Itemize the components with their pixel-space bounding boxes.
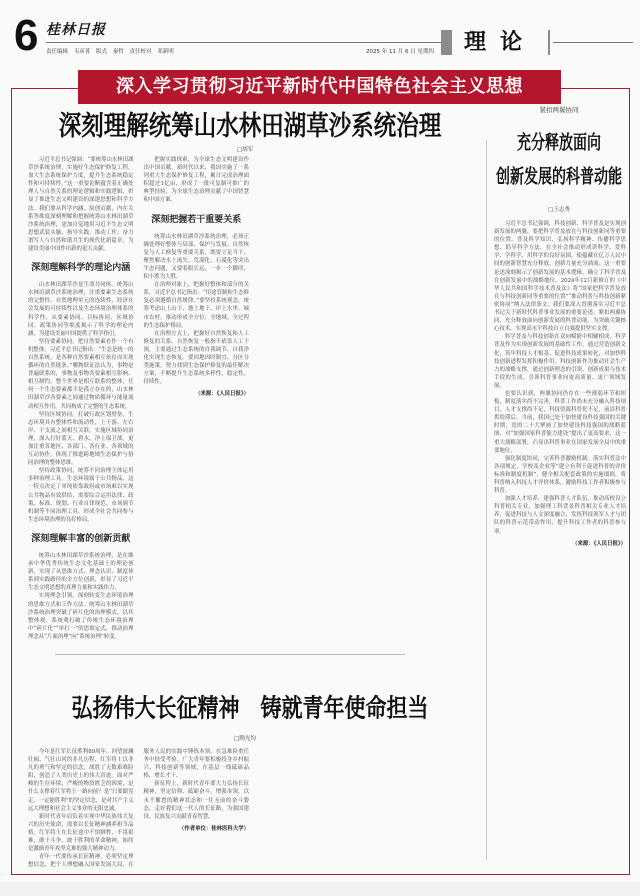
article2-byline: □陶光均: [234, 736, 256, 742]
article2-title: 弘扬伟大长征精神 铸就青年使命担当: [71, 692, 429, 723]
article-source: （来源：《人民日报》）: [195, 391, 249, 398]
section-bar: [548, 30, 550, 55]
header-rule-right: [553, 42, 633, 43]
staff-credits: 责任编辑 韦彦菁 版式 秦哲 责任校对 邓新明: [46, 49, 174, 55]
article2-body: [28, 748, 480, 870]
paragraph: 坚持要素协同，把自然要素看作一个有机整体。习近平总书记指出：“生态是统一的自然系统，是各种自然要素相互依存而实现循环的自然链条。”哪物联证法认为，事物是普遍联系的，事物及事物各要素相互影响、相互制约。整个世界是相互联系的整体，任何一个生态要素都不是孤立存在的，山水林田湖草沙各要素之间通过物质循环与能量流动相互作用，共同构成了完整的生态系统。: [28, 338, 134, 410]
theme-banner: 深入学习贯彻习近平新时代中国特色社会主义思想: [78, 70, 561, 104]
paragraph: 实现理念引领，深刻转变生态环境治理的思维方式和工作方法。统筹山水林田湖草沙系统治理突破了碎片化的治理模式，以其整体观、系统观打破了传统生态环境治理中“碎片化”“单打一”的思维定式，推动治理理念从“片面治理”向“系统治理”转变。: [28, 593, 134, 640]
section-marker: [441, 30, 452, 55]
article1-title: 深刻理解统筹山水林田湖草沙系统治理: [58, 110, 442, 142]
article3-title-line1: 充分释放面向: [517, 132, 601, 154]
paragraph: 统筹山水林田湖草沙系统治理，是在继承中华优秀传统生态文化基础上的理论创新，实现了从思维方式、理念认识、制度体系到实践路径的全方位创新，彰显了习近平生态文明思想的真理力量和实践伟力。: [28, 552, 134, 592]
column-divider: [486, 140, 487, 860]
header-rule: [46, 42, 441, 43]
article1-byline: □胡军: [236, 147, 254, 153]
paragraph: 习近平总书记强调：“要统筹山水林田湖草沙系统治理，实施好生态保护修复工程，加大生态系统保护力度，提升生态系统稳定性和可持续性。”这一重要论断蕴含着正确处理人与自然关系的理论逻辑和实践逻辑，彰显了推进生态文明建设的深邃思想和科学方法。我们要从科学内涵、原创贡献、内在关系等维度深刻理解和把握统筹山水林田湖草沙系统治理，更加自觉地用习近平生态文明思想武装头脑、指导实践、推动工作，奋力谱写人与自然和谐共生的现代化新篇章，为建设美丽中国作出新的更大贡献。: [28, 157, 134, 253]
paragraph: 加强人才培养，建强科普人才队伍。推动高校设立科普相关专业，加强理工科背景科普相关专业人才培养，促进科技与人文深度融合，发挥科技领军人才与团队的科普示范带动作用，提升科技工作者的科普参与率。: [494, 496, 626, 535]
article-source: （来源：《人民日报》）: [572, 540, 626, 547]
paragraph: 坚持政策协同，统筹不同治理主体运用多种治理工具。生态环境属于公共物品，这一特点决定了单纯依靠政府或市场难以实现公共物品有效供给，需要综合运用法律、政策、标准、规划、行业自律规范、市场调节机制等不同治理工具，形成全社会共同参与生态环境治理的良好格局。: [28, 468, 134, 523]
page-number: 6: [14, 11, 39, 60]
issue-date: 2025 年 11 月 6 日 星期四: [366, 49, 434, 55]
paragraph: 强化制度协同，完善科普激励机制。落实科普法中各项规定，学校及企业等“建立有利于促进科普的评价标准和制度机制”，健全相关配套政策的实施细则，将科普纳入科技人才评价体系，激励科技工作者积极参与科普。: [494, 455, 626, 495]
paragraph: 把握实践探索，为全球生态文明建设作出中国贡献。新时代以来，我国实施了一系列重大生态保护修复工程，累计完成治理面积超过1亿亩，形成了一批可复制可推广的典型经验，为全球生态治理贡献了中国智慧和中国方案。: [143, 157, 249, 204]
section-heading: 深刻理解科学的理论内涵: [31, 263, 131, 274]
paragraph: 坚持区域协同，打破行政区划壁垒。生态环境具有整体性和流动性，上下游、左右岸、干支流之间相互关联。实施区域协同治理，深入打好蓝天、碧水、净土保卫战，更加注重各地区、各部门、各行业、各领域的互动协作，体现了推进跨地域生态保护与协同治理的整体思维。: [28, 411, 134, 467]
paragraph: 山水林田湖草沙是生命共同体。统筹山水林田湖草沙系统治理，注重要素生态系统的完整性、自然地理单元的连续性、经济社会发展的可持续性以及生态环境治理体系的科学性，从要素协同、目标协同、区域协同、政策协同等维度揭示了科学的理论内涵，为建设美丽中国提供了科学指引。: [28, 282, 134, 337]
paragraph: 也要认识到，两翼协同仍存在一些薄弱环节和短板，制度落实尚不完善，科普工作尚未充分融入科技项目，人才支撑尚不足，科技资源科普化不足，前沿科普供给滞后。当前，我国已处于加快建设科技强国的关键时期，党的二十大擘画了加快建设科技强国的战略蓝图，对“加强国家科普能力建设”提出了更高要求，这一重大战略部署，凸显出科普事业在国家发展全局中的重要地位。: [494, 390, 626, 454]
paragraph: 统筹山水林田湖草沙系统治理，必须正确处理好整体与局部、保护与发展、自然恢复与人工修复等重要关系，既要立足当下，聚焦解决水土流失、荒漠化、石漠化等突出生态问题，又要着眼长远，一步一个脚印，积小胜为大胜。: [143, 233, 249, 281]
author-affiliation: （作者单位：桂林医科大学）: [178, 825, 249, 832]
article3-kicker: 紧扣两翼协同: [539, 106, 579, 114]
paragraph: 习近平总书记强调，科技创新、科学普及是实现创新发展的两翼，要把科学普及放在与科技创新同等重要的位置。普及科学知识、弘扬科学精神、传播科学思想、倡导科学方法，在全社会推动形成讲科学、爱科学、学科学、用科学的良好氛围，使蕴藏在亿万人民中间的创新智慧充分释放、创新力量充分涌流。这一重要论述深刻揭示了创新发展的基本逻辑，确立了科学普及在创新发展中的战略地位。2024年12月新修订的《中华人民共和国科学技术普及法》将“国家把科学普及放在与科技创新同等重要的位置”“推动科普与科技创新紧密协同”纳入法律条文。我们要深入贯彻落实习近平总书记关于新时代科普事业发展的重要论述，紧扣两翼协同，充分释放面向创新发展的科普动能，为突破关键核心技术、实现高水平科技自立自强提供坚实支撑。: [494, 221, 626, 333]
article3-body: [494, 220, 626, 870]
article-separator: [55, 654, 405, 655]
paragraph: 在治理对象上，把握好整体和部分的关系。习近平总书记指出：“用途管制和生态修复必须遵循自然规律。”要坚持系统观念，统筹考虑山上山下、地上地下、岸上水里、城市农村，推动形成全方位、全地域、全过程的生态保护格局。: [143, 282, 249, 329]
paragraph: 科学普及与科技创新在双向赋能中相辅相成。科学普及作为实现创新发展的基础性工作，通过营造创新文化、筑牢科技人才根基、促进科技成果转化，对加快科技创新进程发挥积极作用。科技创新作为推动社会生产力的战略支撑，通过创新理念的引领、创新成果与技术手段的生成，引领科普事业向更高质量、更广领域发展。: [494, 334, 626, 389]
article3-byline: □王志秀: [548, 207, 570, 213]
article3-title-line2: 创新发展的科普动能: [496, 166, 622, 188]
paragraph: 在治理方式上，把握好自然恢复和人工修复的关系。自然恢复一般指不依靠人工干预，主要通过生态系统的自我调节、自我净化实现生态恢复。要因地因时制宜、分区分类施策，努力找到生态保护修复的最佳解决方案，不断提升生态系统多样性、稳定性、持续性。: [143, 330, 249, 386]
paragraph: 青年一代要传承长征精神，必须坚定理想信念，把个人理想融入国家发展大局，在服务人民的实践中锤炼本领，在急难险重任务中经受考验。广大青年要积极投身乡村振兴、科技创新等领域，在基层一线砥砺品格、增长才干。: [28, 749, 249, 869]
masthead-logo: 桂林日报: [46, 22, 106, 38]
paragraph: 新时代青年肩负着实现中华民族伟大复兴的历史使命，需要以长征精神涵养担当品格。红军将士在长征途中不怕牺牲、不畏艰难，敢于斗争、敢于胜利的革命精神，始终是激励青年攻坚克难的强大精神动力。: [28, 813, 134, 853]
paragraph: 今年是红军长征胜利89周年。回望波澜壮阔、气壮山河的非凡历程，红军将士以非凡的勇气和坚定的信念，战胜了无数艰难险阻，创造了人类历史上的伟大奇迹。面对严峻的生存环境、严峻的物资匮乏的困境，是什么支撑着红军将士一路向前？是“只要跟党走，一定能胜利”的坚定信念，是对共产主义远大理想和社会主义事业的无限忠诚。: [28, 749, 134, 812]
section-heading: 深刻把握若干重要关系: [151, 214, 242, 225]
section-title: 理论: [464, 29, 537, 55]
article1-body: [28, 156, 480, 644]
section-heading: 深刻理解丰富的创新贡献: [31, 533, 131, 544]
paragraph: 新征程上，新时代青年要大力弘扬长征精神，坚定信仰、砥砺奋斗，增强本领，以永不懈怠的精神状态和一往无前的奋斗姿态，走好我们这一代人的长征路，为强国建设、民族复兴贡献青春智慧。: [143, 781, 249, 820]
